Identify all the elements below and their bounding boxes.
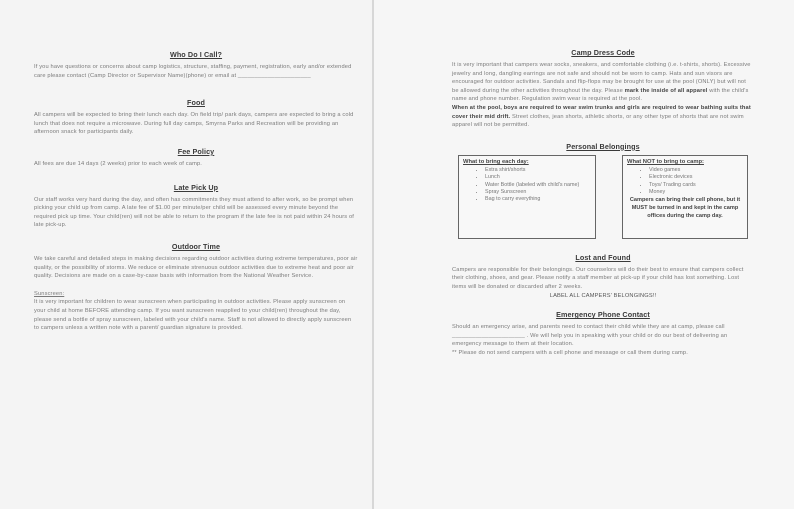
lost-and-found-text: Campers are responsible for their belongings. Our counselors will do their best to ensure that campers collect their clothing, shoes, and gear. Please notify a staff member at pick-up if your child has lost something. Lost items will be donated or discarded after 2 weeks. <box>452 266 744 290</box>
what-not-to-bring-title: What NOT to bring to camp: <box>627 158 704 165</box>
emergency-contact-heading: Emergency Phone Contact <box>556 310 650 320</box>
list-item: • Water Bottle (labeled with child's name) <box>485 182 591 189</box>
dress-code-pool-rule: When at the pool, boys are required to wear swim trunks and girls are required to wear bathing suits that cover their mid drift. <box>452 104 751 120</box>
dress-code-section <box>452 48 754 130</box>
emergency-contact-section <box>452 310 754 357</box>
lost-and-found-section <box>452 253 754 300</box>
emergency-contact-note: ** Please do not send campers with a cell phone and message or call them during camp. <box>452 349 688 356</box>
fee-policy-section <box>34 147 358 169</box>
list-item: • Bag to carry everything <box>485 196 591 203</box>
late-pick-up-text: Our staff works very hard during the day, and often has commitments they must attend to after work, so be prompt when picking your child up from camp. A late fee of $1.00 per minute/per child will be assessed every minute beyond the required pick up time. Your child(ren) will not be able to return to the program if the late fee is not paid within 24 hours of late pick-up. <box>34 196 355 229</box>
list-item: • Lunch <box>485 174 591 181</box>
lost-and-found-heading: Lost and Found <box>575 252 631 262</box>
right-page <box>374 0 794 509</box>
left-page <box>0 0 372 509</box>
food-heading: Food <box>187 98 205 108</box>
dress-code-text <box>452 61 754 130</box>
personal-belongings-heading: Personal Belongings <box>566 141 640 151</box>
dress-code-text-1: It is very important that campers wear socks, sneakers, and comfortable clothing (i.e. t-shirts, shorts). Excessive jewelry and long, dangling earrings are not safe and should not be worn to camp. Hats and sun visors are encouraged for outdoor activities. Sandals and flip-flops may be brought for use at the pool (ONLY) but will not be allowed during the other activities throughout the day. Please <box>452 62 751 94</box>
what-not-to-bring-list <box>627 167 743 197</box>
dress-code-mark-apparel: mark the inside of all apparel <box>624 87 708 94</box>
belongings-boxes <box>458 155 748 239</box>
dress-code-text-4: Street clothes, jean shorts, athletic shorts, or any other type of shorts that are not swim apparel will not be permitted. <box>452 113 744 129</box>
what-to-bring-box <box>458 155 596 239</box>
list-item: • Spray Sunscreen <box>485 189 591 196</box>
late-pick-up-heading: Late Pick Up <box>173 182 219 192</box>
sunscreen-section <box>34 290 358 333</box>
list-item: • Electronic devices <box>649 174 743 181</box>
fee-policy-text: All fees are due 14 days (2 weeks) prior to each week of camp. <box>34 160 202 167</box>
who-do-i-call-heading: Who Do I Call? <box>169 50 223 59</box>
food-text: All campers will be expected to bring their lunch each day. On field trip/ park days, campers are expected to bring a cold lunch that does not require a microwave. During full day camps, Smyrna Parks and Recreation will be providing an afternoon snack for participants daily. <box>34 112 354 136</box>
list-item: • Toys/ Trading cards <box>649 182 743 189</box>
who-do-i-call-section <box>34 50 358 80</box>
sunscreen-text: It is very important for children to wear sunscreen when participating in outdoor activities. Please apply sunscreen on your child at home BEFORE attending camp. If you want sunscreen reapplied to your child(ren) throughout the day, please send a bottle of spray sunscreen, labeled with your child's name. Staff is not allowed to directly apply sunscreen to campers unless a written note with a parent/ guardian signature is provided. <box>34 299 352 332</box>
what-to-bring-title: What to bring each day: <box>463 158 529 165</box>
dress-code-text-2: with the child's name and phone number. Regulation swim wear is required at the pool. <box>452 87 749 103</box>
what-not-to-bring-box <box>622 155 748 239</box>
cell-phone-note: Campers can bring their cell phone, but it MUST be turned in and kept in the camp offices during the camp day. <box>629 197 741 219</box>
outdoor-time-text: We take careful and detailed steps in making decisions regarding outdoor activities during extreme temperatures, poor air quality, or the possibility of storms. We reduce or eliminate strenuous outdoor activities due to extreme heat and poor air quality. Decisions are made on a case-by-case basis with information from the National Weather Service. <box>34 255 358 280</box>
list-item: • Extra shirt/shorts <box>485 167 591 174</box>
dress-code-heading: Camp Dress Code <box>571 48 635 57</box>
outdoor-time-heading: Outdoor Time <box>171 241 221 251</box>
list-item: • Video games <box>649 167 743 174</box>
personal-belongings-section <box>452 142 754 239</box>
what-to-bring-list <box>463 167 591 204</box>
late-pick-up-section <box>34 183 358 230</box>
emergency-contact-text: Should an emergency arise, and parents need to contact their child while they are at camp, please call ______________________ . We will help you in speaking with your child or do our best of delivering an emergency message to them at their location. <box>452 324 728 348</box>
sunscreen-heading: Sunscreen: <box>34 290 65 297</box>
list-item: • Money <box>649 189 743 196</box>
label-belongings-note: LABEL ALL CAMPERS' BELONGINGS!! <box>549 292 657 299</box>
who-do-i-call-text: If you have questions or concerns about camp logistics, structure, staffing, payment, registration, early and/or extended care please contact (Camp Director or Supervisor Name)(phone) or email at ______________________ <box>34 64 352 79</box>
outdoor-time-section <box>34 242 358 281</box>
fee-policy-heading: Fee Policy <box>177 146 215 156</box>
food-section <box>34 98 358 137</box>
